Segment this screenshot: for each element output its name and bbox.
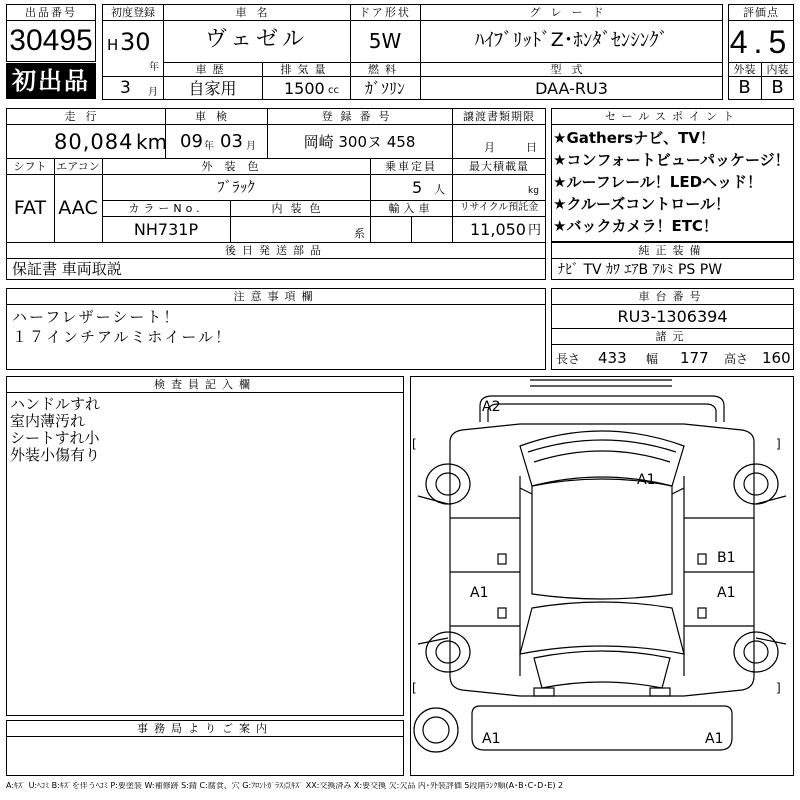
mileage-unit: km [136, 130, 168, 154]
inspector-line: 室内薄汚れ [10, 412, 86, 430]
max-load-label: 最大積載量 [469, 160, 529, 173]
interior-label: 内装 [766, 63, 789, 76]
notes-label: 注意事項欄 [233, 290, 319, 303]
capacity: 5 [412, 178, 423, 197]
equipment-label: 純正装備 [638, 244, 707, 257]
aircon: AAC [58, 197, 98, 219]
width: 177 [680, 349, 709, 367]
car-name-label: 車名 [235, 6, 278, 19]
transfer-deadline-label: 譲渡書類期限 [463, 110, 535, 123]
mileage-label: 走行 [64, 110, 107, 123]
first-reg-month: 3 [120, 78, 131, 98]
first-listing-badge: 初出品 [6, 63, 96, 99]
interior-color-label: 内装色 [271, 202, 329, 215]
chassis-label: 車台番号 [638, 290, 707, 303]
sales-point-item: ★クルーズコントロール！ [553, 195, 730, 213]
mark-right-front-door: A1 [717, 585, 736, 601]
inspection-year-unit: 年 [204, 141, 214, 152]
svg-text:]: ] [776, 437, 781, 451]
svg-text:[: [ [412, 437, 417, 451]
exterior-label: 外装 [733, 63, 756, 76]
car-name: ヴェゼル [204, 27, 309, 52]
aircon-label: エアコン [56, 160, 100, 173]
year-unit: 年 [149, 62, 159, 73]
mark-left-front-bumper: A1 [482, 731, 501, 747]
shift-label: シフト [13, 160, 47, 173]
model-label: 型式 [550, 63, 593, 76]
first-registration-label: 初度登録 [111, 6, 155, 19]
color-number-label: カラーNo. [128, 202, 204, 215]
recycle-label: リサイクル預託金 [459, 202, 539, 213]
mark-right-front-bumper: A1 [705, 731, 724, 747]
mark-rear-bumper: A2 [482, 399, 501, 415]
inspector-label: 検査員記入欄 [154, 378, 256, 391]
door-type: 5W [368, 29, 402, 53]
height-label: 高さ [724, 352, 749, 366]
inspection-month: 03 [220, 131, 243, 152]
transfer-day-unit: 日 [526, 141, 537, 154]
later-parts-label: 後日発送部品 [225, 244, 327, 257]
first-reg-year: 30 [120, 28, 151, 56]
era: H [107, 36, 119, 54]
length-label: 長さ [556, 352, 581, 366]
displacement-unit: cc [328, 85, 339, 96]
sales-point-item: ★バックカメラ！ETC！ [553, 217, 718, 235]
max-load-unit: kg [528, 186, 539, 196]
month-unit: 月 [148, 87, 158, 98]
shift: FAT [13, 197, 47, 219]
svg-text:]: ] [776, 681, 781, 695]
door-label: ドア形状 [359, 6, 411, 19]
registration-number-label: 登録番号 [321, 110, 398, 123]
capacity-label: 乗車定員 [385, 160, 437, 173]
legend: A:ｷｽﾞ U:ﾍｺﾐ B:ｷｽﾞを伴うﾍｺﾐ P:要塗装 W:補修跡 S:錆 C:腐食、穴 G:ﾌﾛﾝﾄｶﾞﾗｽ点ｷｽﾞ XX:交換済み X:要交換 欠:欠品 内･外装評価 5段階ﾗﾝｸ順(A･B･C･D･E) 2 [6, 782, 564, 790]
import-label: 輸入車 [388, 202, 434, 215]
capacity-unit: 人 [434, 183, 445, 196]
exterior-grade: B [738, 77, 751, 98]
recycle-unit: 円 [528, 223, 542, 238]
registration-number: 岡崎 300ヌ 458 [303, 133, 416, 151]
interior-grade: B [771, 77, 784, 98]
history-label: 車歴 [195, 63, 230, 76]
length: 433 [598, 349, 627, 367]
inspector-line: 外装小傷有り [10, 446, 101, 464]
transfer-month-unit: 月 [484, 141, 495, 154]
sales-point-item: ★ルーフレール！LEDヘッド！ [553, 173, 763, 191]
inspector-line: シートすれ小 [10, 429, 100, 447]
mark-left-front-door: A1 [470, 585, 489, 601]
mark-right-rear-door: B1 [717, 550, 736, 566]
displacement-label: 排気量 [280, 63, 332, 76]
height: 160 [762, 349, 791, 367]
score-label: 評価点 [743, 6, 779, 19]
office-label: 事務局よりご案内 [137, 722, 273, 735]
dimensions-label: 諸元 [655, 330, 690, 343]
note-line: １７インチアルミホイール！ [12, 328, 233, 346]
sales-point-item: ★コンフォートビューパッケージ！ [553, 151, 790, 169]
displacement: 1500 [284, 79, 325, 98]
inspector-line: ハンドルすれ [10, 395, 101, 413]
inspection-label: 車検 [195, 110, 237, 123]
fuel-label: 燃料 [368, 63, 402, 76]
mark-roof: A1 [637, 472, 656, 488]
car-diagram [410, 376, 794, 776]
later-parts: 保証書 車両取説 [12, 260, 122, 278]
inspection-month-unit: 月 [246, 141, 256, 152]
svg-text:[: [ [412, 681, 417, 695]
model: DAA-RU3 [535, 79, 608, 98]
color-number: NH731P [133, 220, 199, 239]
lot-number-label: 出品番号 [25, 6, 77, 19]
exterior-color-label: 外装色 [201, 160, 271, 173]
equipment: ﾅﾋﾞ TV ｶﾜ ｴｱB ｱﾙﾐ PS PW [558, 262, 723, 278]
grade-label: グレード [529, 6, 614, 19]
sales-point-item: ★Gathersナビ、TV！ [553, 129, 715, 147]
fuel: ｶﾞｿﾘﾝ [364, 79, 405, 98]
lot-number: 30495 [9, 24, 93, 57]
history: 自家用 [188, 79, 237, 98]
exterior-color: ﾌﾞﾗｯｸ [217, 178, 255, 196]
chassis-number: RU3-1306394 [617, 307, 728, 326]
recycle-fee: 11,050 [470, 220, 526, 239]
inspection-year: 09 [180, 131, 203, 152]
interior-color-unit: 系 [354, 227, 365, 240]
score: 4.5 [729, 24, 793, 60]
note-line: ハーフレザーシート！ [12, 308, 181, 326]
grade: ﾊｲﾌﾞﾘｯﾄﾞZ･ﾎﾝﾀﾞｾﾝｼﾝｸﾞ [474, 29, 669, 51]
mileage: 80,084 [54, 130, 134, 154]
width-label: 幅 [646, 352, 659, 366]
sales-points-label: セールスポイント [604, 110, 740, 123]
